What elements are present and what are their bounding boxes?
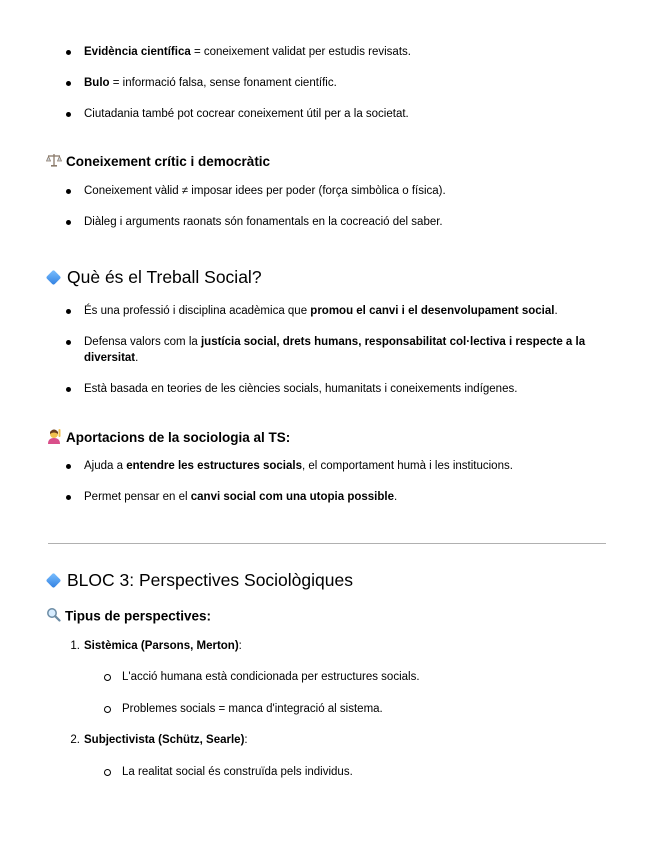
hollow-bullet xyxy=(104,769,111,776)
hollow-bullet xyxy=(104,674,111,681)
list-item-text: Ciutadania també pot cocrear coneixement útil per a la societat. xyxy=(84,108,409,120)
section-heading-sociology xyxy=(46,428,290,449)
term-bold: Evidència científica xyxy=(84,46,191,58)
bullet-dot xyxy=(66,189,71,194)
bullet-dot xyxy=(66,387,71,392)
section-heading-bloc3 xyxy=(46,569,353,591)
list-item-text: Diàleg i arguments raonats són fonamentals en la cocreació del saber. xyxy=(84,216,443,228)
horizontal-divider xyxy=(48,543,606,544)
list-item-text: La realitat social és construïda pels individus. xyxy=(122,766,353,778)
section-heading-critical xyxy=(46,153,270,172)
person-raising-hand-icon xyxy=(46,428,62,449)
bullet-dot xyxy=(66,81,71,86)
bullet-dot xyxy=(66,309,71,314)
heading-text: Què és el Treball Social? xyxy=(67,267,262,287)
heading-text: Coneixement crític i democràtic xyxy=(66,154,271,170)
bullet-dot xyxy=(66,220,71,225)
term-bold: Bulo xyxy=(84,77,110,89)
bullet-dot xyxy=(66,50,71,55)
heading-text: Aportacions de la sociologia al TS: xyxy=(66,430,291,446)
bullet-dot xyxy=(66,340,71,345)
blue-diamond-icon xyxy=(46,573,60,587)
balance-scale-icon xyxy=(46,153,62,172)
section-heading-ts xyxy=(46,266,262,288)
heading-text: BLOC 3: Perspectives Sociològiques xyxy=(67,570,353,590)
perspective-name: Subjectivista (Schütz, Searle) xyxy=(84,734,245,746)
list-item-text: L'acció humana està condicionada per estructures socials. xyxy=(122,671,420,683)
list-item-text: Coneixement vàlid ≠ imposar idees per poder (força simbòlica o física). xyxy=(84,185,446,197)
perspective-name: Sistèmica (Parsons, Merton) xyxy=(84,640,239,652)
item-number: 1. xyxy=(70,640,80,652)
item-number: 2. xyxy=(70,734,80,746)
heading-text: Tipus de perspectives: xyxy=(65,608,212,624)
term-definition: = informació falsa, sense fonament científic. xyxy=(109,77,337,89)
bullet-dot xyxy=(66,112,71,117)
bullet-dot xyxy=(66,495,71,500)
list-item-text: Problemes socials = manca d'integració al sistema. xyxy=(122,703,383,715)
subheading-perspectives xyxy=(46,607,211,627)
magnifier-icon xyxy=(46,607,61,627)
term-definition: = coneixement validat per estudis revisats. xyxy=(190,46,411,58)
hollow-bullet xyxy=(104,706,111,713)
blue-diamond-icon xyxy=(46,270,60,284)
list-item-text: Està basada en teories de les ciències socials, humanitats i coneixements indígenes. xyxy=(84,383,518,395)
bullet-dot xyxy=(66,464,71,469)
